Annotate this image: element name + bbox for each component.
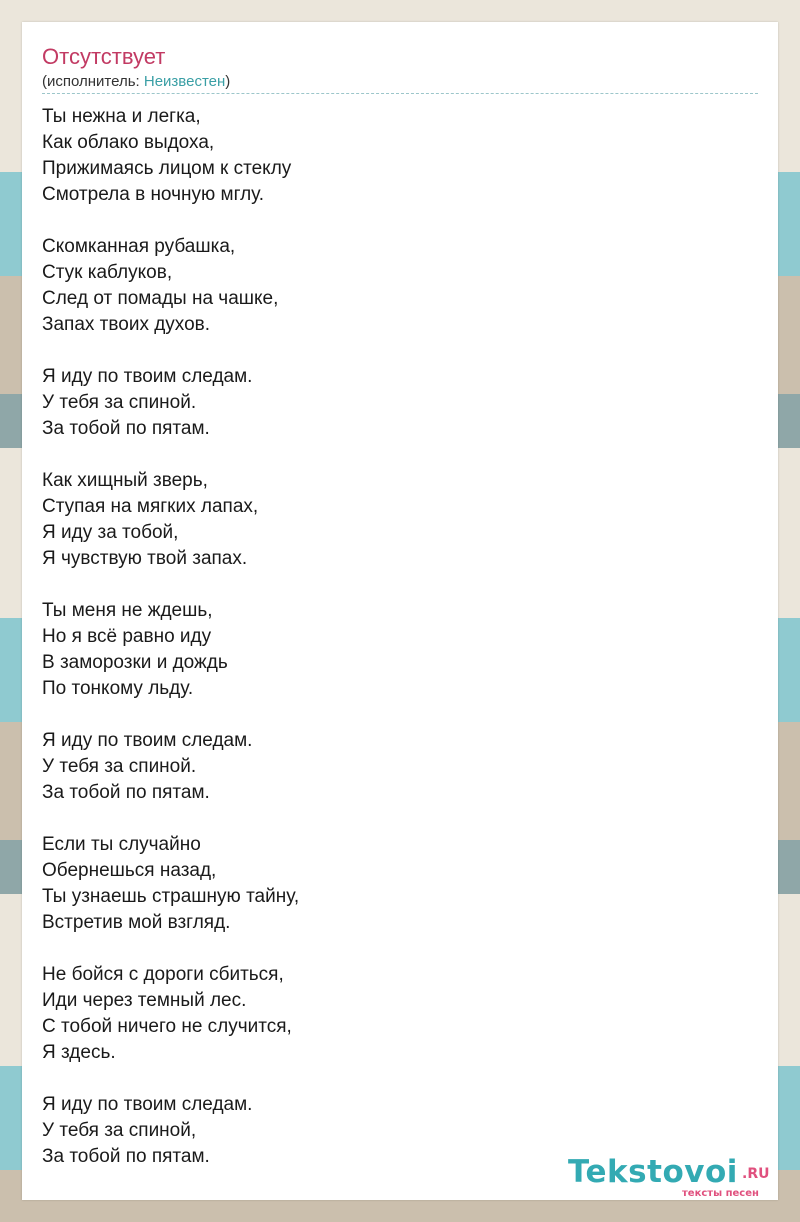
lyric-line: Стук каблуков, [42,262,173,283]
lyric-line: Ты узнаешь страшную тайну, [42,886,300,907]
lyric-line: Я иду за тобой, [42,522,179,543]
lyric-line: За тобой по пятам. [42,782,210,803]
lyrics-stanza [42,364,742,442]
lyrics-stanza [42,598,742,702]
lyric-line: Как хищный зверь, [42,470,208,491]
logo-wordmark: Tekstovoi [568,1154,738,1190]
lyric-line: Я чувствую твой запах. [42,548,248,569]
lyric-line: Скомканная рубашка, [42,236,236,257]
logo-tagline: тексты песен [682,1188,759,1199]
lyrics-card [22,22,778,1200]
lyrics-stanza [42,832,742,936]
lyric-line: Не бойся с дороги сбиться, [42,964,284,985]
lyric-line: Но я всё равно иду [42,626,212,647]
lyrics-stanza [42,468,742,572]
lyric-line: Если ты случайно [42,834,201,855]
lyric-line: Ты нежна и легка, [42,106,201,127]
lyrics-stanza [42,104,742,208]
lyric-line: У тебя за спиной, [42,1120,197,1141]
lyric-line: Я иду по твоим следам. [42,366,253,387]
lyric-line: Запах твоих духов. [42,314,211,335]
title-divider [42,93,758,94]
lyric-line: У тебя за спиной. [42,756,197,777]
lyric-line: Я иду по твоим следам. [42,730,253,751]
lyric-line: Прижимаясь лицом к стеклу [42,158,292,179]
site-logo[interactable] [568,1155,778,1200]
lyric-line: Ступая на мягких лапах, [42,496,259,517]
logo-domain: .RU [742,1166,770,1182]
lyric-line: Я иду по твоим следам. [42,1094,253,1115]
lyric-line: Как облако выдоха, [42,132,215,153]
lyrics-body [42,104,742,1196]
lyric-line: В заморозки и дождь [42,652,228,673]
lyric-line: За тобой по пятам. [42,418,210,439]
performer-prefix: (исполнитель: [42,73,144,90]
lyric-line: Обернешься назад, [42,860,217,881]
lyric-line: С тобой ничего не случится, [42,1016,292,1037]
lyrics-stanza [42,728,742,806]
song-title: Отсутствует [42,44,166,69]
performer-line [42,73,230,91]
lyric-line: У тебя за спиной. [42,392,197,413]
lyric-line: Смотрела в ночную мглу. [42,184,265,205]
lyric-line: Ты меня не ждешь, [42,600,213,621]
lyric-line: По тонкому льду. [42,678,194,699]
performer-suffix: ) [225,73,231,90]
lyrics-stanza [42,234,742,338]
lyric-line: След от помады на чашке, [42,288,279,309]
lyric-line: За тобой по пятам. [42,1146,210,1167]
lyrics-stanza [42,962,742,1066]
lyric-line: Иди через темный лес. [42,990,247,1011]
lyric-line: Я здесь. [42,1042,116,1063]
performer-link[interactable]: Неизвестен [143,73,226,90]
lyric-line: Встретив мой взгляд. [42,912,231,933]
